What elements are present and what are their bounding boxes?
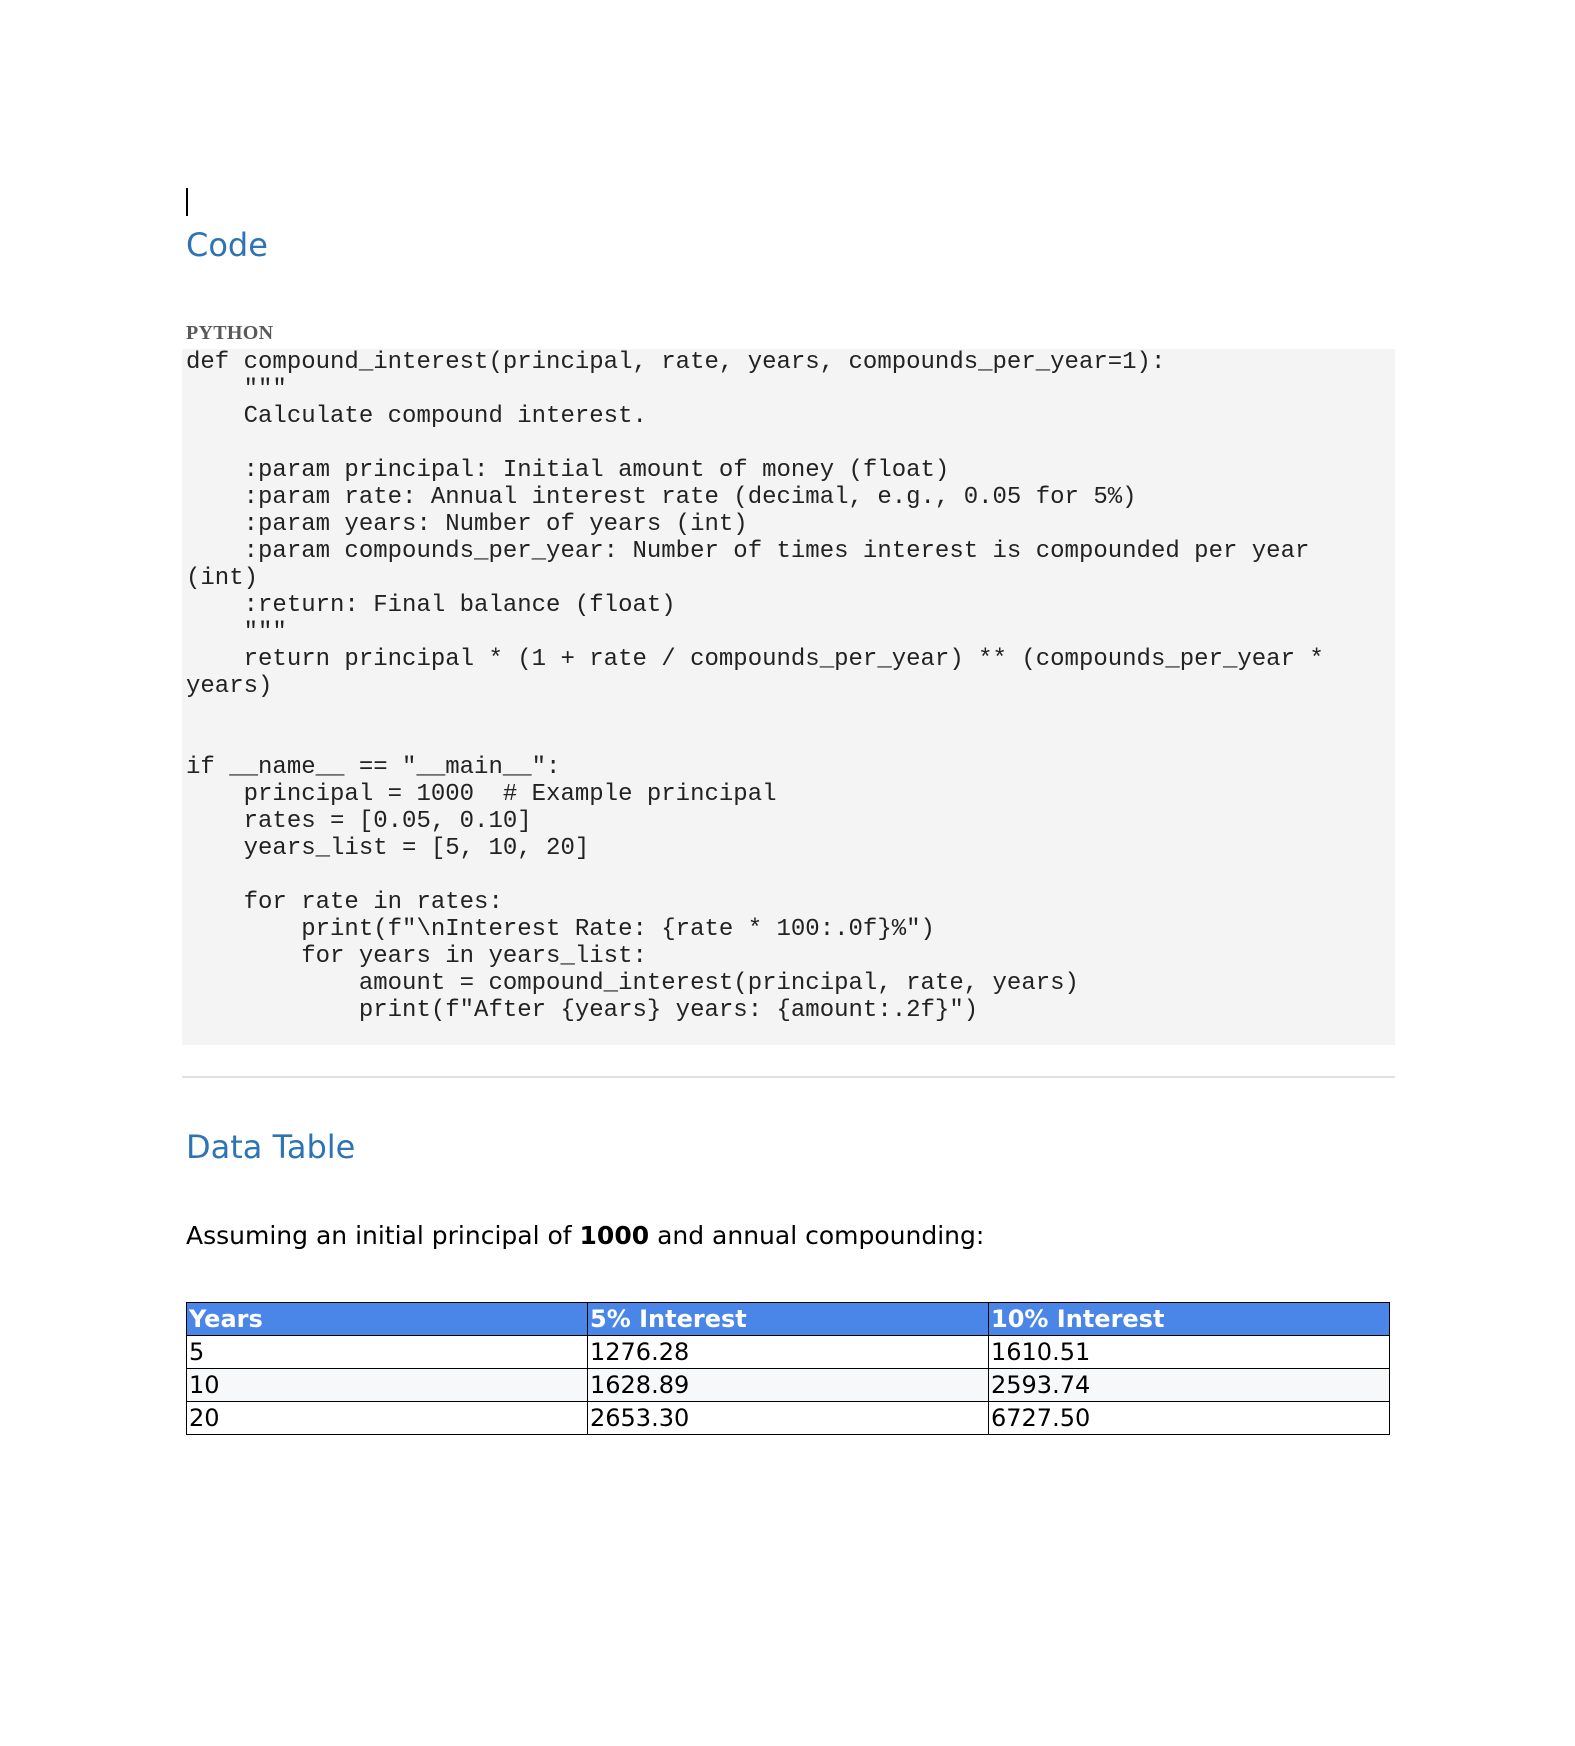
cell-10pct: 1610.51 — [989, 1336, 1390, 1369]
table-header-row — [187, 1303, 1390, 1336]
code-line: principal = 1000 # Example principal — [186, 781, 777, 808]
code-block[interactable] — [182, 349, 1395, 1045]
table-row — [187, 1336, 1390, 1369]
table-row — [187, 1369, 1390, 1402]
intro-prefix: Assuming an initial principal of — [186, 1221, 580, 1250]
horizontal-divider — [182, 1076, 1395, 1078]
table-row — [187, 1402, 1390, 1435]
text-cursor — [186, 188, 188, 216]
code-line: print(f"\nInterest Rate: {rate * 100:.0f}%") — [186, 916, 935, 943]
cell-10pct: 2593.74 — [989, 1369, 1390, 1402]
code-line: if __name__ == "__main__": — [186, 754, 561, 781]
code-language-label: PYTHON — [186, 322, 274, 344]
cell-years: 20 — [187, 1402, 588, 1435]
code-heading: Code — [186, 226, 268, 264]
code-line: :param rate: Annual interest rate (decimal, e.g., 0.05 for 5%) — [186, 484, 1137, 511]
code-line: return principal * (1 + rate / compounds_per_year) ** (compounds_per_year * — [186, 646, 1324, 673]
cell-5pct: 2653.30 — [588, 1402, 989, 1435]
code-line: """ — [186, 619, 287, 646]
cell-10pct: 6727.50 — [989, 1402, 1390, 1435]
code-line: (int) — [186, 565, 259, 592]
code-line: :param principal: Initial amount of money (float) — [186, 457, 950, 484]
code-line: :return: Final balance (float) — [186, 592, 676, 619]
header-10pct: 10% Interest — [989, 1303, 1390, 1336]
intro-principal: 1000 — [579, 1221, 650, 1250]
code-line: for rate in rates: — [186, 889, 503, 916]
code-line: def compound_interest(principal, rate, years, compounds_per_year=1): — [186, 349, 1166, 376]
cell-years: 10 — [187, 1369, 588, 1402]
code-line: print(f"After {years} years: {amount:.2f}") — [186, 997, 979, 1024]
code-line: for years in years_list: — [186, 943, 647, 970]
code-line: years) — [186, 673, 273, 700]
cell-5pct: 1628.89 — [588, 1369, 989, 1402]
code-line: Calculate compound interest. — [186, 403, 647, 430]
cell-5pct: 1276.28 — [588, 1336, 989, 1369]
data-table-heading: Data Table — [186, 1128, 356, 1166]
intro-suffix: and annual compounding: — [649, 1221, 985, 1250]
code-text — [186, 349, 1324, 1024]
code-line: :param compounds_per_year: Number of times interest is compounded per year — [186, 538, 1310, 565]
code-line: amount = compound_interest(principal, rate, years) — [186, 970, 1079, 997]
cell-years: 5 — [187, 1336, 588, 1369]
header-years: Years — [187, 1303, 588, 1336]
code-line: """ — [186, 376, 287, 403]
intro-paragraph — [186, 1221, 984, 1250]
header-5pct: 5% Interest — [588, 1303, 989, 1336]
interest-table — [186, 1302, 1390, 1435]
code-line: years_list = [5, 10, 20] — [186, 835, 590, 862]
code-line: :param years: Number of years (int) — [186, 511, 748, 538]
code-line: rates = [0.05, 0.10] — [186, 808, 532, 835]
